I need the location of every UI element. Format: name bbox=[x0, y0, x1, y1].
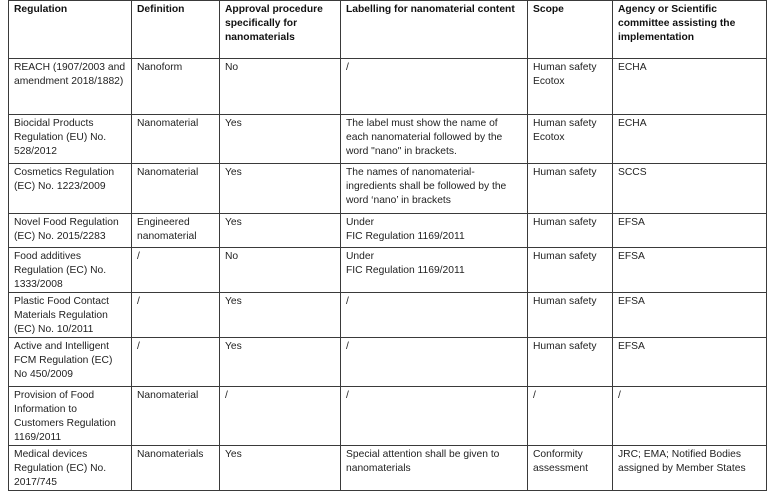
cell-regulation: Provision of Food Information to Customers Regulation 1169/2011 bbox=[9, 387, 132, 446]
cell-scope: Conformity assessment bbox=[528, 446, 613, 491]
cell-labelling: Under FIC Regulation 1169/2011 bbox=[341, 214, 528, 248]
cell-definition: Engineered nanomaterial bbox=[132, 214, 220, 248]
table-row bbox=[9, 293, 767, 338]
cell-scope: / bbox=[528, 387, 613, 446]
cell-regulation: Cosmetics Regulation (EC) No. 1223/2009 bbox=[9, 164, 132, 214]
cell-definition: / bbox=[132, 338, 220, 387]
cell-regulation: Plastic Food Contact Materials Regulation (EC) No. 10/2011 bbox=[9, 293, 132, 338]
cell-scope: Human safety Ecotox bbox=[528, 59, 613, 115]
table-row bbox=[9, 338, 767, 387]
cell-scope: Human safety bbox=[528, 214, 613, 248]
header-agency: Agency or Scientific committee assisting the implementation bbox=[613, 1, 767, 59]
cell-labelling: / bbox=[341, 338, 528, 387]
table-header-row bbox=[9, 1, 767, 59]
cell-approval: Yes bbox=[220, 115, 341, 164]
cell-agency: SCCS bbox=[613, 164, 767, 214]
header-labelling: Labelling for nanomaterial content bbox=[341, 1, 528, 59]
cell-agency: / bbox=[613, 387, 767, 446]
cell-agency: ECHA bbox=[613, 115, 767, 164]
cell-agency: ECHA bbox=[613, 59, 767, 115]
cell-scope: Human safety bbox=[528, 164, 613, 214]
cell-labelling: Under FIC Regulation 1169/2011 bbox=[341, 248, 528, 293]
cell-definition: Nanomaterials bbox=[132, 446, 220, 491]
cell-scope: Human safety Ecotox bbox=[528, 115, 613, 164]
cell-labelling: / bbox=[341, 59, 528, 115]
cell-labelling: The label must show the name of each nanomaterial followed by the word "nano" in brackets. bbox=[341, 115, 528, 164]
cell-definition: Nanomaterial bbox=[132, 115, 220, 164]
cell-approval: No bbox=[220, 59, 341, 115]
table-row bbox=[9, 387, 767, 446]
cell-agency: EFSA bbox=[613, 248, 767, 293]
table-row bbox=[9, 214, 767, 248]
cell-labelling: The names of nanomaterial-ingredients shall be followed by the word ‘nano’ in brackets bbox=[341, 164, 528, 214]
cell-approval: Yes bbox=[220, 293, 341, 338]
cell-agency: JRC; EMA; Notified Bodies assigned by Member States bbox=[613, 446, 767, 491]
cell-regulation: Medical devices Regulation (EC) No. 2017/745 bbox=[9, 446, 132, 491]
table-row bbox=[9, 446, 767, 491]
cell-regulation: Novel Food Regulation (EC) No. 2015/2283 bbox=[9, 214, 132, 248]
cell-regulation: REACH (1907/2003 and amendment 2018/1882) bbox=[9, 59, 132, 115]
header-scope: Scope bbox=[528, 1, 613, 59]
cell-scope: Human safety bbox=[528, 338, 613, 387]
cell-scope: Human safety bbox=[528, 248, 613, 293]
header-definition: Definition bbox=[132, 1, 220, 59]
cell-agency: EFSA bbox=[613, 338, 767, 387]
table-row bbox=[9, 115, 767, 164]
table-row bbox=[9, 248, 767, 293]
cell-regulation: Biocidal Products Regulation (EU) No. 528/2012 bbox=[9, 115, 132, 164]
cell-agency: EFSA bbox=[613, 214, 767, 248]
cell-agency: EFSA bbox=[613, 293, 767, 338]
cell-definition: / bbox=[132, 293, 220, 338]
table-row bbox=[9, 59, 767, 115]
cell-definition: Nanoform bbox=[132, 59, 220, 115]
cell-definition: Nanomaterial bbox=[132, 164, 220, 214]
cell-approval: / bbox=[220, 387, 341, 446]
header-regulation: Regulation bbox=[9, 1, 132, 59]
cell-labelling: / bbox=[341, 387, 528, 446]
cell-approval: Yes bbox=[220, 446, 341, 491]
table-row bbox=[9, 164, 767, 214]
cell-regulation: Active and Intelligent FCM Regulation (EC) No 450/2009 bbox=[9, 338, 132, 387]
cell-approval: No bbox=[220, 248, 341, 293]
cell-definition: Nanomaterial bbox=[132, 387, 220, 446]
cell-approval: Yes bbox=[220, 214, 341, 248]
cell-labelling: / bbox=[341, 293, 528, 338]
cell-labelling: Special attention shall be given to nanomaterials bbox=[341, 446, 528, 491]
cell-approval: Yes bbox=[220, 164, 341, 214]
cell-regulation: Food additives Regulation (EC) No. 1333/2008 bbox=[9, 248, 132, 293]
cell-approval: Yes bbox=[220, 338, 341, 387]
cell-definition: / bbox=[132, 248, 220, 293]
regulation-table bbox=[8, 0, 767, 491]
cell-scope: Human safety bbox=[528, 293, 613, 338]
header-approval: Approval procedure specifically for nanomaterials bbox=[220, 1, 341, 59]
